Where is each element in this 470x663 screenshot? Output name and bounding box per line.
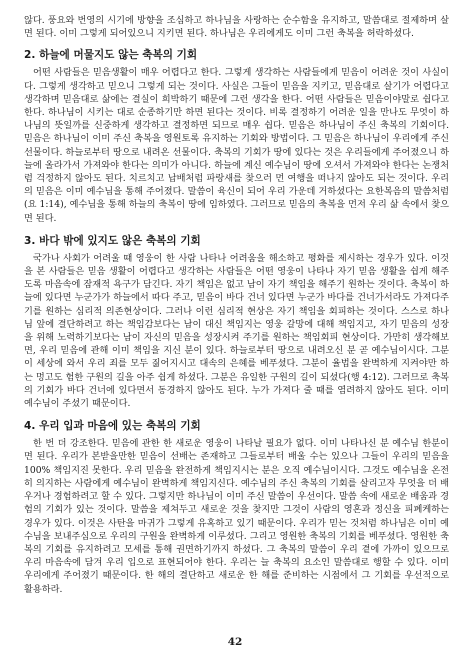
section-heading-4: 4. 우리 입과 마음에 있는 축복의 기회 — [24, 420, 201, 433]
section-paragraph-3: 국가나 사회가 어려울 때 영웅이 한 사람 나타나 어려움을 해소하고 평화를 제시하는 경우가 있다. 이것을 본 사람들은 믿음 생활이 어렵다고 생각하는 사람들은 어떤 영웅이 나타나 자기 믿음 생활을 쉽게 해주도록 마음속에 잠재적 욕구가 담긴다. 자기 책임은 없고 남이 자기 책임을 해주기 원하는 것이다. 축복이 하늘에 있다면 누군가가 하늘에서 따다 주고, 믿음이 바다 건너 있다면 누군가 바다를 건너가서라도 가져다주기를 원하는 심리적 의존현상이다. 그러나 이런 심리적 현상은 자기 책임을 회피하는 것이다. 스스로 하나님 앞에 결단하려고 하는 책임감보다는 남이 대신 책임지는 영웅 갈망에 대해 책임지고, 자기 믿음의 성장을 위해 노력하기보다는 남이 자신의 믿음을 성장시켜 주기를 원하는 책임회피 현상이다. 가만히 생각해보면, 우리 믿음에 관해 이미 책임을 지신 분이 있다. 하늘로부터 땅으로 내려오신 분 곧 예수님이시다. 그분이 세상에 와서 우리 죄를 모두 짊어지시고 대속의 은혜를 베푸셨다. 그분이 율법을 완벽하게 지켜야만 하는 멍고도 험한 구원의 길을 아주 쉽게 하셨다. 그분은 유일한 구원의 길이 되셨다(행 4:12). 그러므로 축복의 기회가 바다 건너에 있다면서 동경하지 않아도 된다. 누가 가져다 줄 때를 염려하지 않아도 된다. 이미 예수님이 주셨기 때문이다. — [24, 252, 449, 410]
section-heading-3: 3. 바다 밖에 있지도 않은 축복의 기회 — [24, 234, 201, 247]
section-paragraph-2: 어떤 사람들은 믿음생활이 매우 어렵다고 한다. 그렇게 생각하는 사람들에게 믿음이 어려운 것이 사실이다. 그렇게 생각하고 믿으니 그렇게 되는 것이다. 사실은 그들이 믿음을 지키고, 믿음대로 살기가 어렵다고 생각하며 믿음대로 삶에는 결실이 희박하기 때문에 그런 생각을 한다. 어떤 사람들은 믿음이야말로 쉽다고 한다. 하나님이 시키는 대로 순종하기만 하면 된다는 것이다. 비록 결정하기 어려운 일을 만나도 무엇이 하나님의 뜻일까를 신중하게 생각하고 결정하면 되므로 매우 쉽다. 믿음은 하나님이 주신 축복의 기회이다. 믿음은 하나님이 이미 주신 축복을 영원토록 유지하는 기회와 방법이다. 그 믿음은 하나님이 우리에게 주신 선물이다. 하늘로부터 땅으로 내려온 선물이다. 축복의 기회가 땅에 있다는 것은 우리들에게 주어졌으니 하늘에 올라가서 가져와야 한다는 의미가 아니다. 하늘에 계신 예수님이 땅에 오셔서 가져와야 한다는 논쟁처럼 걱정하지 않아도 된다. 치르치고 납배처럼 파랑새를 찾으러 먼 여행을 떠나지 않아도 되는 것이다. 우리의 믿음은 이미 예수님을 통해 주어졌다. 말씀이 육신이 되어 우리 가운데 거하셨다는 요한복음의 말씀처럼(요 1:14), 예수님을 통해 하늘의 축복이 땅에 임하였다. 그러므로 믿음의 축복을 먼저 우리 삶 속에서 찾으면 된다. — [24, 67, 449, 224]
intro-paragraph: 않다. 풍요와 번영의 시기에 방향을 조심하고 하나님을 사랑하는 순수함을 유지하고, 말씀대로 절제하며 살면 된다. 이미 그렇게 되어있으니 지키면 된다. 하나님은 우리에게도 이미 그런 축복을 허락하셨다. — [24, 15, 449, 40]
page-number: 42 — [227, 636, 243, 648]
section-paragraph-4: 한 번 더 강조한다. 믿음에 관한 한 새로운 영웅이 나타날 필요가 없다. 이미 나타나신 분 예수님 한분이면 된다. 우리가 본받을만한 믿음이 선배는 존재하고 그들로부터 배울 수는 있으나 그들이 우리의 믿음을 100% 책임지진 못한다. 우리 믿음을 완전하게 책임지시는 분은 오직 예수님이시다. 그것도 예수님을 온전히 의지하는 사람에게 예수님이 완벽하게 책임지신다. 예수님의 주신 축복의 기회를 살리고자 무엇을 더 배우거나 경험하려고 할 수 있다. 그렇지만 하나님이 이미 주신 말씀이 우선이다. 말씀 속에 새로운 배움과 경험의 기회가 있는 것이다. 말씀을 제쳐두고 새로운 것을 찾지만 그것이 사람의 영혼과 정신을 피폐케하는 경우가 있다. 이것은 사탄을 마귀가 그렇게 유혹하고 있기 때문이다. 우리가 믿는 것처럼 하나님은 이미 예수님을 보내주심으로 우리의 구원을 완벽하게 이루셨다. 그리고 영원한 축복의 기회를 베푸셨다. 영원한 축복의 기회를 유지하려고 모세를 통해 권면하기까지 하셨다. 그 축복의 말씀이 우리 곁에 가까이 있으므로 우리 마음속에 담겨 우리 입으로 표현되어야 한다. 우리는 늘 축복의 요소인 말씀대로 행할 수 있다. 이미 우리에게 주어졌기 때문이다. 한 해의 결단하고 새로운 한 해를 준비하는 시점에서 그 기회를 우선적으로 활용하라. — [24, 438, 449, 595]
section-heading-2: 2. 하늘에 머물지도 않는 축복의 기회 — [24, 49, 198, 62]
